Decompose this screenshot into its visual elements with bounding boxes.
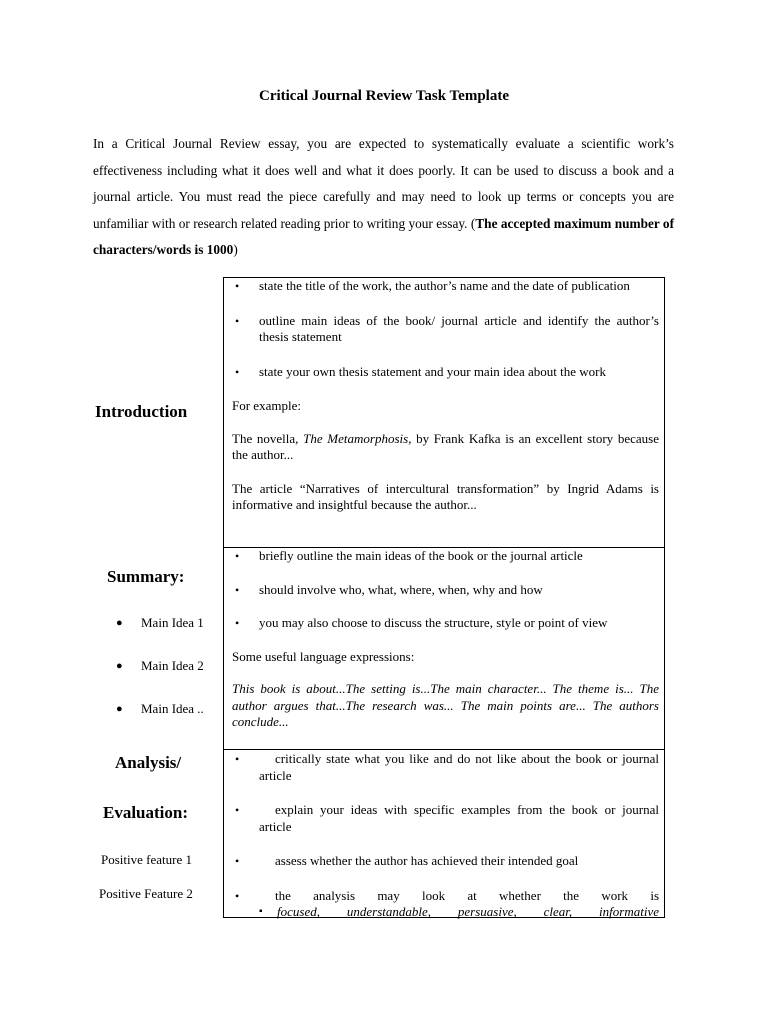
intro-bullet-2: • outline main ideas of the book/ journal article and identify the author’s thesis statement — [232, 313, 659, 346]
analysis-sub-bullet — [232, 904, 659, 920]
bullet-icon: ● — [116, 617, 123, 629]
summary-main-idea-2: Main Idea 2 — [141, 658, 204, 673]
intro-for-example: For example: — [232, 398, 301, 413]
analysis-bullet-2-text: explain your ideas with specific examples from the book or journal article — [259, 802, 659, 834]
bullet-icon: ● — [116, 703, 123, 715]
analysis-bullet-2 — [232, 802, 659, 835]
intro-bold-note: The accepted maximum number of characters/words is 1000 — [93, 215, 674, 257]
summary-expressions-label: Some useful language expressions: — [232, 648, 415, 664]
intro-paragraph — [93, 131, 674, 264]
summary-main-idea-more: Main Idea .. — [141, 701, 204, 716]
analysis-cell — [232, 751, 659, 920]
intro-example-2: The article “Narratives of intercultural transformation” by Ingrid Adams is informative and insightful because the author... — [232, 480, 659, 512]
example-1-post: , by Frank Kafka is an excellent story because the author... — [232, 430, 659, 462]
analysis-sub-bullet-text: focused, understandable, persuasive, clear, informative — [277, 904, 659, 919]
analysis-heading: Analysis/ — [115, 753, 182, 772]
intro-bullet-3: • state your own thesis statement and your main idea about the work — [232, 364, 659, 381]
evaluation-heading: Evaluation: — [103, 803, 189, 822]
summary-cell — [232, 548, 659, 731]
summary-expressions: This book is about...The setting is...The main character... The theme is... The author argues that...The research was... The main points are... The authors conclude... — [232, 681, 659, 729]
analysis-bullet-4 — [232, 888, 659, 905]
sub-bullet-icon: ▪ — [259, 906, 263, 917]
summary-bullet-3: • you may also choose to discuss the structure, style or point of view — [232, 615, 659, 632]
document-title: Critical Journal Review Task Template — [258, 88, 509, 104]
positive-feature-2: Positive Feature 2 — [99, 886, 193, 901]
analysis-bullet-3 — [232, 853, 659, 870]
analysis-bullet-3-text: assess whether the author has achieved their intended goal — [275, 853, 579, 868]
example-1-title: The Metamorphosis — [303, 430, 409, 446]
summary-bullet-1: • briefly outline the main ideas of the book or the journal article — [232, 548, 659, 565]
intro-example-1 — [232, 431, 659, 464]
introduction-cell — [232, 278, 659, 514]
analysis-bullet-1-text: critically state what you like and do not like about the book or journal article — [259, 751, 659, 783]
analysis-bullet-1 — [232, 751, 659, 784]
summary-main-idea-1: Main Idea 1 — [141, 615, 204, 630]
row-divider-analysis — [223, 749, 665, 750]
summary-bullet-2: • should involve who, what, where, when, why and how — [232, 582, 659, 599]
example-1-pre: The novella, — [232, 430, 304, 446]
introduction-heading: Introduction — [95, 402, 188, 421]
analysis-bullet-4-text: the analysis may look at whether the work is — [275, 887, 659, 903]
positive-feature-1: Positive feature 1 — [101, 852, 192, 867]
bullet-icon: ● — [116, 660, 123, 672]
intro-text: In a Critical Journal Review essay, you are expected to systematically evaluate a scientific work’s effectiveness including what it does well and what it does poorly. It can be used to discuss a book and a journal article. You must read the piece carefully and may need to look up terms or concepts you are unfamiliar with or research related reading prior to writing your essay. ( — [93, 136, 674, 231]
intro-close: ) — [233, 242, 238, 257]
intro-bullet-1: • state the title of the work, the author’s name and the date of publication — [232, 278, 659, 295]
summary-heading: Summary: — [107, 567, 185, 586]
